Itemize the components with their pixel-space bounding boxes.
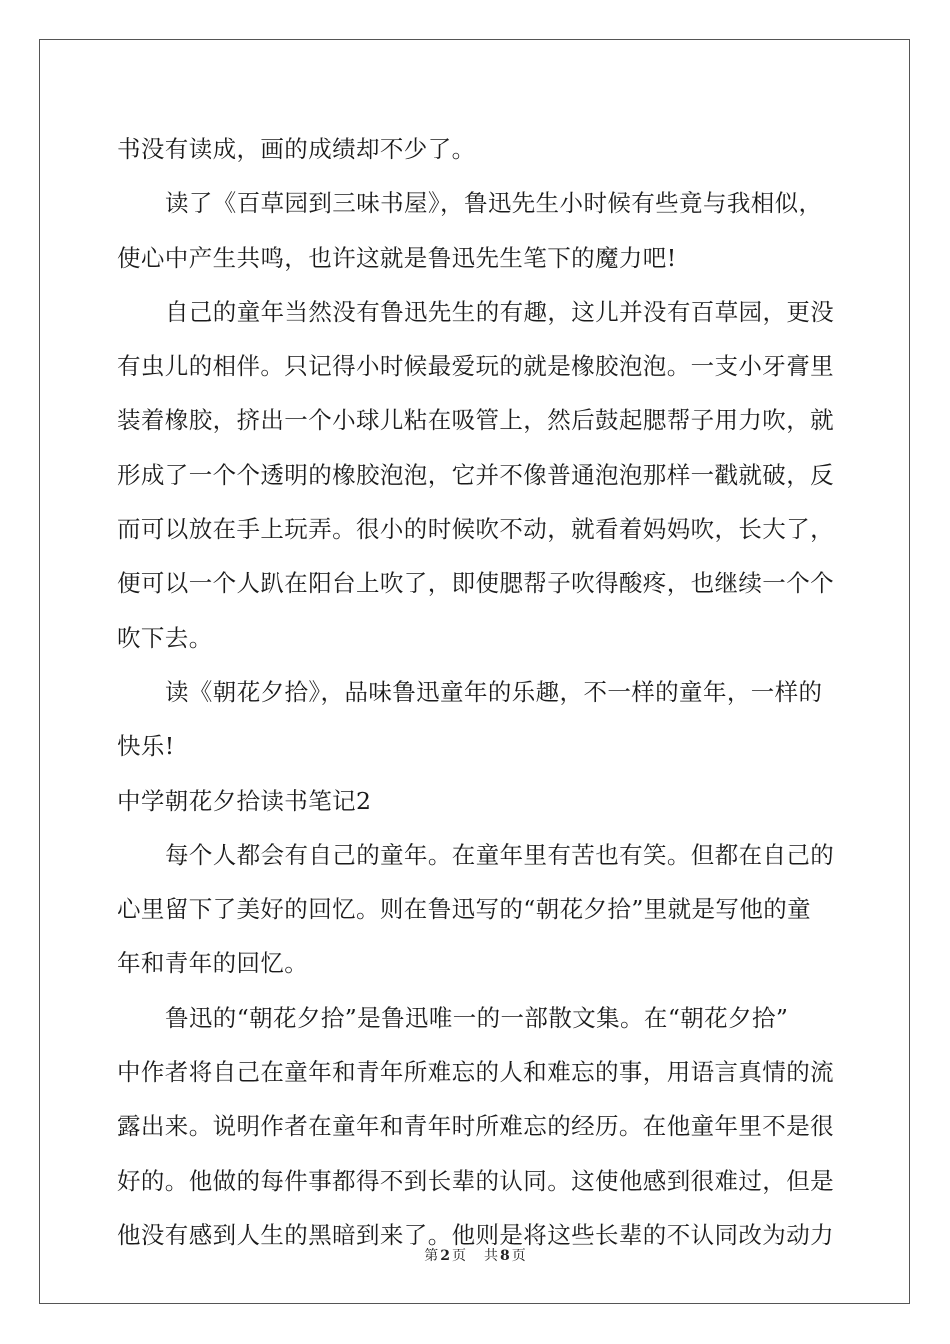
text-line-18: 中作者将自己在童年和青年所难忘的人和难忘的事，用语言真情的流 <box>117 1058 834 1087</box>
text-line-21: 他没有感到人生的黑暗到来了。他则是将这些长辈的不认同改为动力 <box>117 1220 834 1249</box>
total-prefix: 共 <box>484 1248 498 1264</box>
document-body <box>117 122 835 1262</box>
text-line-14: 每个人都会有自己的童年。在童年里有苦也有笑。但都在自己的 <box>165 840 835 869</box>
text-line-19: 露出来。说明作者在童年和青年时所难忘的经历。在他童年里不是很 <box>117 1112 834 1141</box>
page-number: 2 <box>440 1248 450 1264</box>
total-suffix: 页 <box>511 1248 526 1264</box>
text-line-17: 鲁迅的“朝花夕拾”是鲁迅唯一的一部散文集。在“朝花夕拾” <box>165 1003 789 1032</box>
total-pages: 8 <box>500 1248 510 1264</box>
text-line-5: 有虫儿的相伴。只记得小时候最爱玩的就是橡胶泡泡。一支小牙膏里 <box>117 352 834 381</box>
page-suffix: 页 <box>452 1248 466 1264</box>
text-line-2: 读了《百草园到三味书屋》，鲁迅先生小时候有些竟与我相似， <box>165 189 823 218</box>
text-line-11: 读《朝花夕拾》，品味鲁迅童年的乐趣，不一样的童年，一样的 <box>165 677 823 706</box>
text-line-3: 使心中产生共鸣，也许这就是鲁迅先生笔下的魔力吧! <box>117 243 677 272</box>
page-prefix: 第 <box>424 1248 439 1264</box>
text-line-12: 快乐! <box>117 732 175 761</box>
section-heading: 中学朝花夕拾读书笔记2 <box>117 786 372 815</box>
text-line-9: 便可以一个人趴在阳台上吹了，即使腮帮子吹得酸疼，也继续一个个 <box>117 569 834 598</box>
text-line-4: 自己的童年当然没有鲁迅先生的有趣，这儿并没有百草园，更没 <box>165 297 835 326</box>
text-line-20: 好的。他做的每件事都得不到长辈的认同。这使他感到很难过，但是 <box>117 1166 834 1195</box>
text-line-16: 年和青年的回忆。 <box>117 949 309 978</box>
text-line-7: 形成了一个个透明的橡胶泡泡，它并不像普通泡泡那样一戳就破，反 <box>117 460 834 489</box>
text-line-15: 心里留下了美好的回忆。则在鲁迅写的“朝花夕拾”里就是写他的童 <box>117 895 812 924</box>
page-footer <box>0 1245 950 1265</box>
text-line-1: 书没有读成，画的成绩却不少了。 <box>117 135 476 163</box>
text-line-6: 装着橡胶，挤出一个小球儿粘在吸管上，然后鼓起腮帮子用力吹，就 <box>117 406 834 435</box>
text-line-10: 吹下去。 <box>117 623 213 652</box>
text-line-8: 而可以放在手上玩弄。很小的时候吹不动，就看着妈妈吹，长大了， <box>117 515 834 544</box>
